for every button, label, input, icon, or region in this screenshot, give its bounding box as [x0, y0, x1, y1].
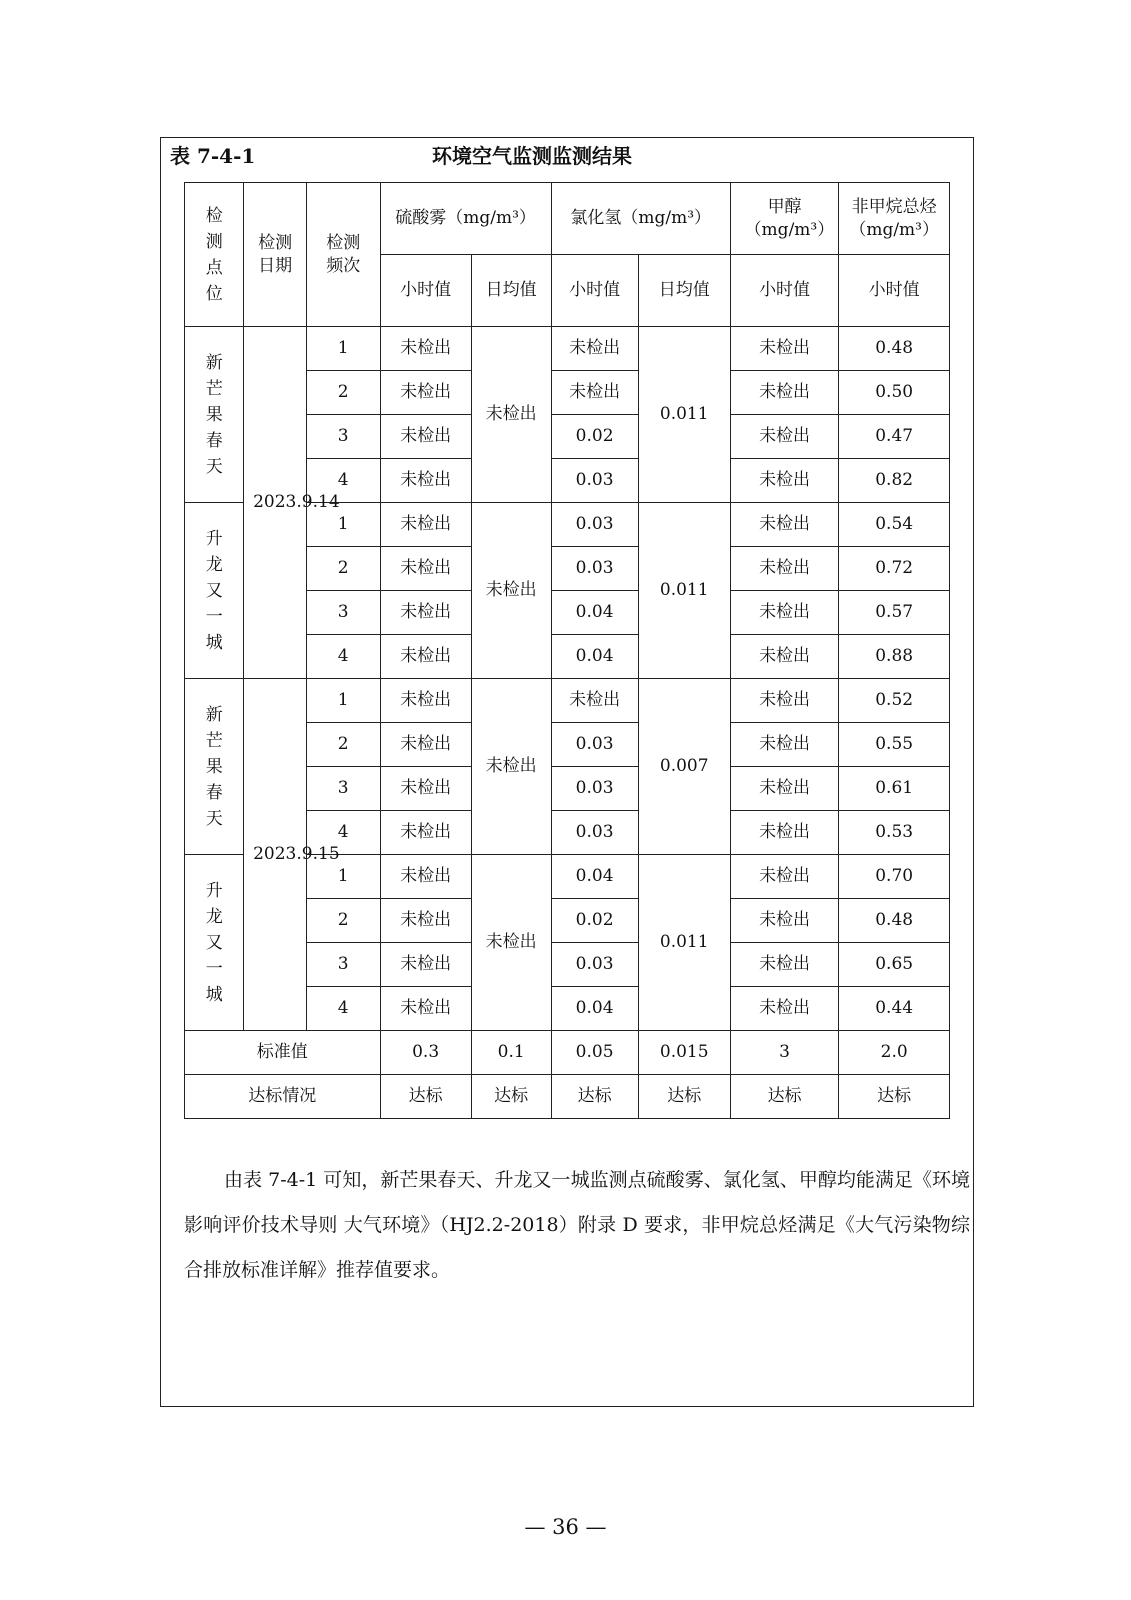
hcl-hour-cell: 0.03 — [551, 723, 638, 767]
hcl-hour-cell: 0.03 — [551, 767, 638, 811]
freq-cell: 3 — [306, 767, 380, 811]
table-title: 环境空气监测监测结果 — [432, 144, 632, 168]
nmhc-hour-cell: 0.52 — [839, 679, 950, 723]
hcl-hour-cell: 0.02 — [551, 899, 638, 943]
sulfuric-hour-cell: 未检出 — [380, 459, 471, 503]
methanol-hour-cell: 未检出 — [730, 679, 839, 723]
methanol-hour-cell: 未检出 — [730, 327, 839, 371]
sulfuric-daily-cell: 未检出 — [471, 503, 551, 679]
freq-cell: 1 — [306, 327, 380, 371]
hcl-hour-cell: 0.03 — [551, 503, 638, 547]
header-hourly: 小时值 — [380, 255, 471, 327]
header-frequency: 检测频次 — [306, 183, 380, 327]
methanol-hour-cell: 未检出 — [730, 459, 839, 503]
hcl-daily-cell: 0.007 — [638, 679, 730, 855]
freq-cell: 2 — [306, 899, 380, 943]
standard-label: 标准值 — [185, 1031, 381, 1075]
hcl-hour-cell: 0.03 — [551, 547, 638, 591]
conclusion-paragraph — [184, 1158, 970, 1293]
freq-cell: 2 — [306, 723, 380, 767]
nmhc-hour-cell: 0.54 — [839, 503, 950, 547]
date-cell: 2023.9.14 — [244, 327, 306, 679]
header-hourly: 小时值 — [551, 255, 638, 327]
freq-cell: 2 — [306, 371, 380, 415]
header-methanol: 甲醇（mg/m³） — [730, 183, 839, 255]
sulfuric-hour-cell: 未检出 — [380, 899, 471, 943]
header-daily: 日均值 — [471, 255, 551, 327]
sulfuric-daily-cell: 未检出 — [471, 679, 551, 855]
freq-cell: 4 — [306, 811, 380, 855]
standard-value: 0.05 — [551, 1031, 638, 1075]
freq-cell: 2 — [306, 547, 380, 591]
sulfuric-hour-cell: 未检出 — [380, 679, 471, 723]
methanol-hour-cell: 未检出 — [730, 503, 839, 547]
methanol-hour-cell: 未检出 — [730, 855, 839, 899]
compliance-value: 达标 — [380, 1075, 471, 1119]
table-row — [185, 327, 950, 371]
freq-cell: 4 — [306, 987, 380, 1031]
header-hydrogen-chloride: 氯化氢（mg/m³） — [551, 183, 730, 255]
standard-value: 0.3 — [380, 1031, 471, 1075]
methanol-hour-cell: 未检出 — [730, 811, 839, 855]
hcl-hour-cell: 0.04 — [551, 591, 638, 635]
methanol-hour-cell: 未检出 — [730, 591, 839, 635]
nmhc-hour-cell: 0.82 — [839, 459, 950, 503]
nmhc-hour-cell: 0.50 — [839, 371, 950, 415]
sulfuric-hour-cell: 未检出 — [380, 327, 471, 371]
nmhc-hour-cell: 0.55 — [839, 723, 950, 767]
freq-cell: 3 — [306, 591, 380, 635]
methanol-hour-cell: 未检出 — [730, 371, 839, 415]
freq-cell: 1 — [306, 855, 380, 899]
sulfuric-hour-cell: 未检出 — [380, 767, 471, 811]
hcl-hour-cell: 0.02 — [551, 415, 638, 459]
sulfuric-daily-cell: 未检出 — [471, 855, 551, 1031]
freq-cell: 4 — [306, 459, 380, 503]
freq-cell: 3 — [306, 415, 380, 459]
site-cell: 升龙又一城 — [185, 855, 244, 1031]
compliance-value: 达标 — [471, 1075, 551, 1119]
conclusion-text: 由表 7-4-1 可知，新芒果春天、升龙又一城监测点硫酸雾、氯化氢、甲醇均能满足《环境影响评价技术导则 大气环境》（HJ2.2-2018）附录 D 要求，非甲烷总烃满足《大气污染物综合排放标准详解》推荐值要求。 — [184, 1169, 970, 1281]
methanol-hour-cell: 未检出 — [730, 635, 839, 679]
hcl-daily-cell: 0.011 — [638, 503, 730, 679]
compliance-value: 达标 — [638, 1075, 730, 1119]
nmhc-hour-cell: 0.65 — [839, 943, 950, 987]
sulfuric-hour-cell: 未检出 — [380, 503, 471, 547]
site-cell: 新芒果春天 — [185, 327, 244, 503]
standard-row — [185, 1031, 950, 1075]
standard-value: 3 — [730, 1031, 839, 1075]
freq-cell: 1 — [306, 503, 380, 547]
header-hourly: 小时值 — [730, 255, 839, 327]
nmhc-hour-cell: 0.70 — [839, 855, 950, 899]
standard-value: 0.015 — [638, 1031, 730, 1075]
nmhc-hour-cell: 0.61 — [839, 767, 950, 811]
methanol-hour-cell: 未检出 — [730, 899, 839, 943]
sulfuric-hour-cell: 未检出 — [380, 635, 471, 679]
table-number: 表 7-4-1 — [170, 144, 256, 168]
sulfuric-hour-cell: 未检出 — [380, 415, 471, 459]
hcl-hour-cell: 0.03 — [551, 459, 638, 503]
compliance-value: 达标 — [730, 1075, 839, 1119]
standard-value: 2.0 — [839, 1031, 950, 1075]
site-cell: 升龙又一城 — [185, 503, 244, 679]
hcl-hour-cell: 0.04 — [551, 987, 638, 1031]
page-number: — 36 — — [524, 1515, 607, 1539]
sulfuric-hour-cell: 未检出 — [380, 547, 471, 591]
compliance-label: 达标情况 — [185, 1075, 381, 1119]
freq-cell: 3 — [306, 943, 380, 987]
hcl-daily-cell: 0.011 — [638, 327, 730, 503]
sulfuric-hour-cell: 未检出 — [380, 855, 471, 899]
methanol-hour-cell: 未检出 — [730, 767, 839, 811]
methanol-hour-cell: 未检出 — [730, 943, 839, 987]
nmhc-hour-cell: 0.57 — [839, 591, 950, 635]
nmhc-hour-cell: 0.44 — [839, 987, 950, 1031]
monitoring-results-table — [184, 182, 950, 1119]
sulfuric-hour-cell: 未检出 — [380, 811, 471, 855]
sulfuric-hour-cell: 未检出 — [380, 943, 471, 987]
site-cell: 新芒果春天 — [185, 679, 244, 855]
nmhc-hour-cell: 0.48 — [839, 327, 950, 371]
freq-cell: 4 — [306, 635, 380, 679]
compliance-row — [185, 1075, 950, 1119]
nmhc-hour-cell: 0.53 — [839, 811, 950, 855]
nmhc-hour-cell: 0.88 — [839, 635, 950, 679]
hcl-hour-cell: 未检出 — [551, 371, 638, 415]
sulfuric-hour-cell: 未检出 — [380, 591, 471, 635]
methanol-hour-cell: 未检出 — [730, 723, 839, 767]
hcl-daily-cell: 0.011 — [638, 855, 730, 1031]
methanol-hour-cell: 未检出 — [730, 547, 839, 591]
hcl-hour-cell: 0.04 — [551, 635, 638, 679]
date-cell: 2023.9.15 — [244, 679, 306, 1031]
hcl-hour-cell: 未检出 — [551, 327, 638, 371]
header-daily: 日均值 — [638, 255, 730, 327]
hcl-hour-cell: 0.04 — [551, 855, 638, 899]
header-hourly: 小时值 — [839, 255, 950, 327]
sulfuric-hour-cell: 未检出 — [380, 371, 471, 415]
hcl-hour-cell: 0.03 — [551, 943, 638, 987]
table-caption — [170, 140, 970, 170]
nmhc-hour-cell: 0.72 — [839, 547, 950, 591]
sulfuric-hour-cell: 未检出 — [380, 987, 471, 1031]
hcl-hour-cell: 0.03 — [551, 811, 638, 855]
header-sulfuric-acid: 硫酸雾（mg/m³） — [380, 183, 551, 255]
table-row — [185, 679, 950, 723]
header-nmhc: 非甲烷总烃（mg/m³） — [839, 183, 950, 255]
header-date: 检测日期 — [244, 183, 306, 327]
methanol-hour-cell: 未检出 — [730, 987, 839, 1031]
freq-cell: 1 — [306, 679, 380, 723]
compliance-value: 达标 — [551, 1075, 638, 1119]
nmhc-hour-cell: 0.47 — [839, 415, 950, 459]
header-site: 检测点位 — [185, 183, 244, 327]
standard-value: 0.1 — [471, 1031, 551, 1075]
hcl-hour-cell: 未检出 — [551, 679, 638, 723]
sulfuric-daily-cell: 未检出 — [471, 327, 551, 503]
nmhc-hour-cell: 0.48 — [839, 899, 950, 943]
sulfuric-hour-cell: 未检出 — [380, 723, 471, 767]
methanol-hour-cell: 未检出 — [730, 415, 839, 459]
compliance-value: 达标 — [839, 1075, 950, 1119]
